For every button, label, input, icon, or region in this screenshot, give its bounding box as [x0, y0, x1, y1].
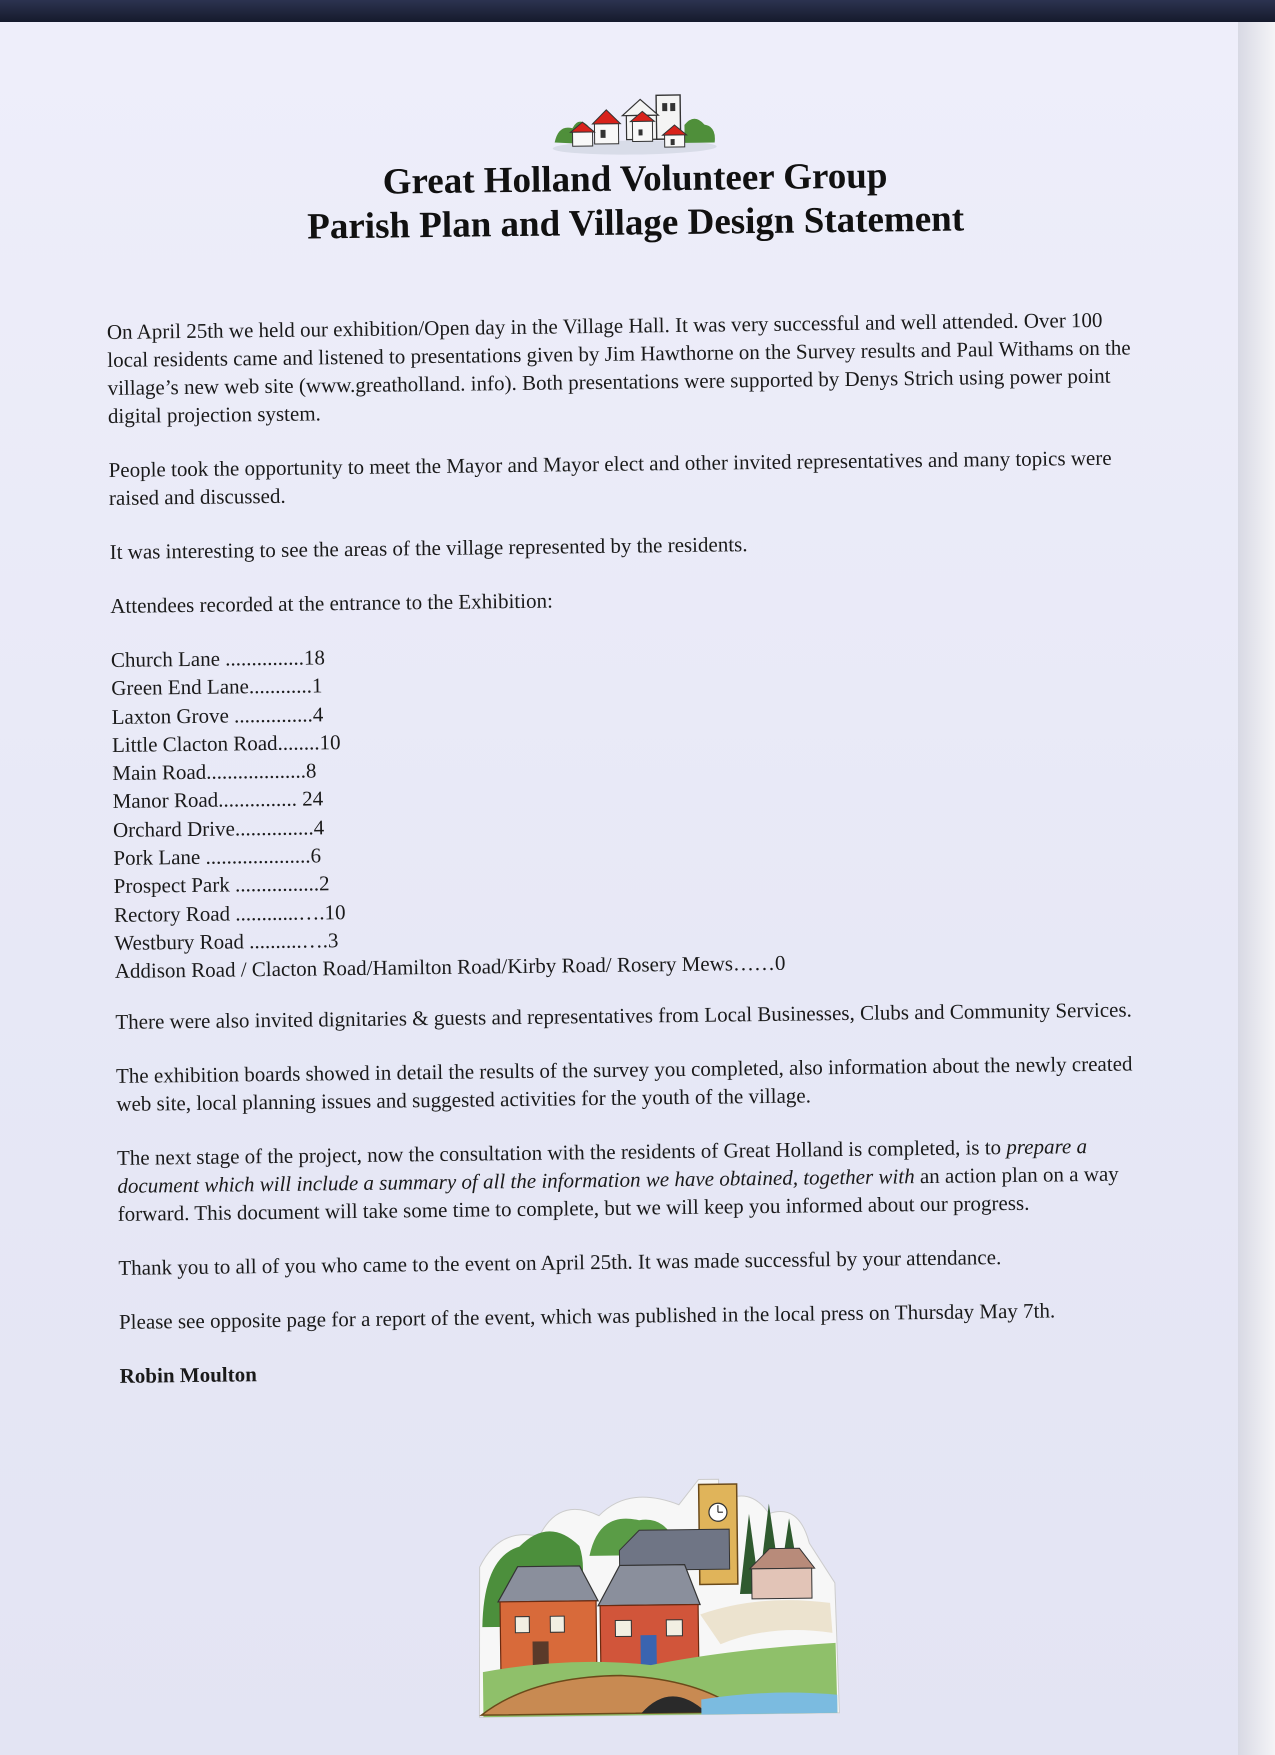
paragraph-press: Please see opposite page for a report of the event, which was published in the local press on Thursday May 7th. [118, 1298, 1056, 1334]
paragraph-thanks: Thank you to all of you who came to the event on April 25th. It was made successful by your attendance. [118, 1244, 1002, 1280]
page-edge [1238, 22, 1275, 1755]
attendees-list [111, 633, 1175, 985]
list-item: Addison Road / Clacton Road/Hamilton Road/Kirby Road/ Rosery Mews……0 [114, 951, 786, 984]
paragraph-boards: The exhibition boards showed in detail the results of the survey you completed, also information about the newly created web site, local planning issues and suggested activities for the youth of the village. [115, 1051, 1133, 1116]
list-item: Little Clacton Road........10 [111, 730, 341, 757]
top-border [0, 0, 1275, 22]
title-line-2: Parish Plan and Village Design Statement [307, 198, 965, 248]
next-stage-text-a: The next stage of the project, now the consultation with the residents of Great Holland is completed, is to [116, 1134, 1007, 1170]
paragraph-areas: It was interesting to see the areas of the village represented by the residents. [109, 532, 748, 564]
list-item: Pork Lane ....................6 [113, 843, 322, 871]
next-stage-text-c: an action plan on a way forward. This document will take some time to complete, but we will keep you informed about our progress. [117, 1161, 1119, 1226]
title-line-1: Great Holland Volunteer Group [382, 155, 888, 203]
list-item: Green End Lane............1 [111, 673, 323, 701]
paragraph-attendees-intro: Attendees recorded at the entrance to the Exhibition: [110, 588, 553, 618]
paragraph-mayor: People took the opportunity to meet the Mayor and Mayor elect and other invited representatives and many topics were raised and discussed. [108, 445, 1112, 510]
document-content [104, 79, 1180, 1389]
list-item: Laxton Grove ...............4 [111, 701, 324, 729]
document-body [107, 305, 1180, 1389]
village-scene-illustration [469, 1473, 847, 1723]
list-item: Prospect Park ................2 [113, 871, 330, 899]
list-item: Manor Road............... 24 [112, 786, 324, 814]
list-item: Rectory Road ............….10 [113, 899, 346, 927]
next-stage-text-italic: prepare a document which will include a summary of all the information we have obtained, together with [117, 1133, 1088, 1198]
signature: Robin Moulton [119, 1361, 257, 1388]
paragraph-next-stage [117, 1131, 1158, 1228]
paragraph-guests: There were also invited dignitaries & guests and representatives from Local Businesses, Clubs and Community Services. [115, 997, 1132, 1034]
list-item: Church Lane ...............18 [110, 645, 326, 672]
paragraph-exhibition: On April 25th we held our exhibition/Open day in the Village Hall. It was very successful and well attended. Over 100 local residents came and listened to presentations given by Jim Hawthorne on the Survey results and Paul Withams on the village’s new web site (www.greatholland. info). Both presentations were supported by Denys Strich using power point digital projection system. [106, 307, 1131, 428]
list-item: Orchard Drive...............4 [112, 815, 325, 842]
list-item: Main Road...................8 [112, 758, 317, 786]
village-houses-icon [544, 84, 725, 158]
list-item: Westbury Road ..........….3 [114, 928, 339, 955]
